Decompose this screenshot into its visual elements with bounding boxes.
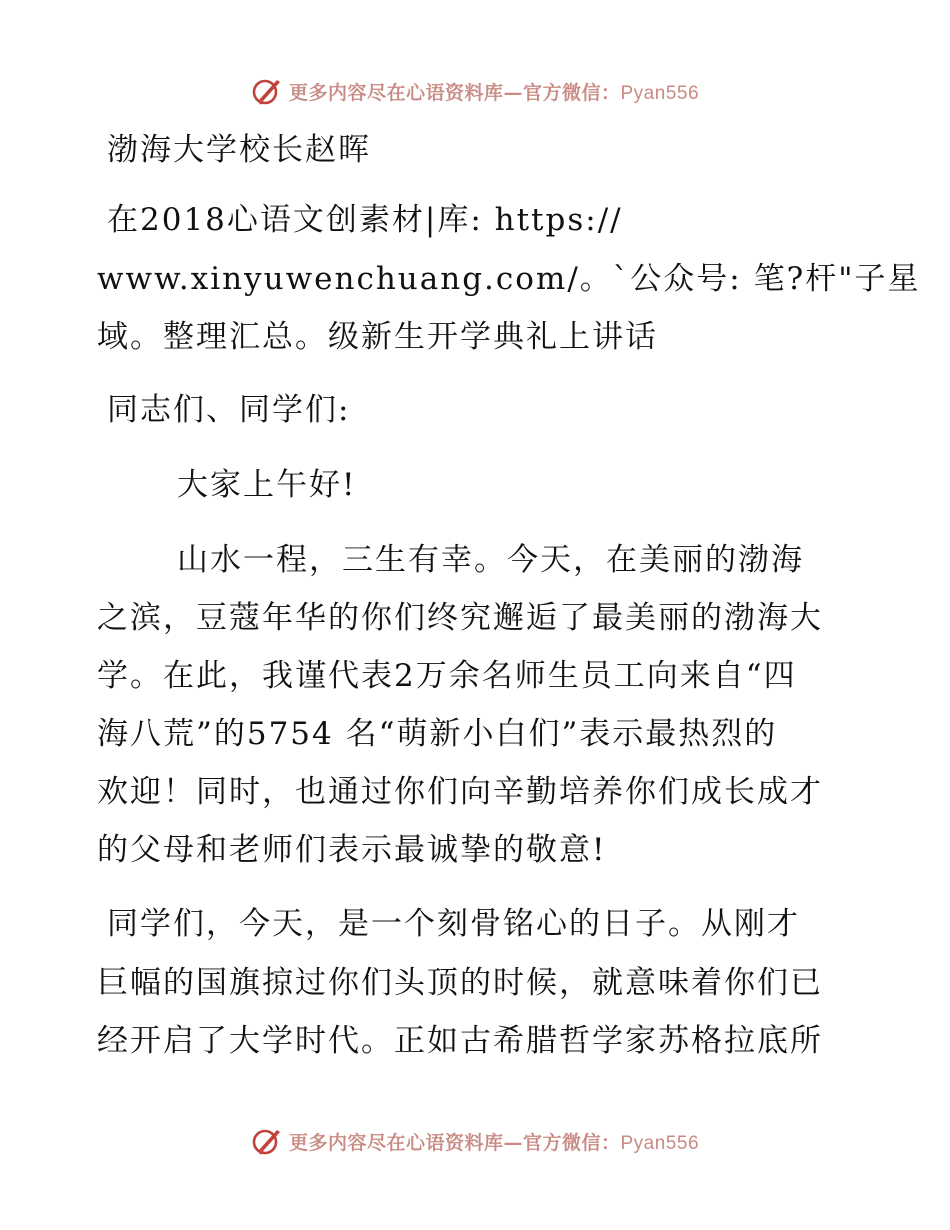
document-title: 渤海大学校长赵晖	[107, 132, 371, 168]
paragraph-line: 巨幅的国旗掠过你们头顶的时候，就意味着你们已	[97, 965, 823, 1001]
watermark-wechat-id: Pyan556	[620, 82, 700, 104]
greeting: 大家上午好!	[177, 467, 357, 503]
quill-pen-circle-icon	[251, 1125, 283, 1157]
intro-line: www.xinyuwenchuang.com/。`公众号: 笔?杆"子星	[97, 261, 921, 297]
intro-line: 在2018心语文创素材|库: https://	[107, 202, 623, 238]
watermark-text: 更多内容尽在心语资料库—官方微信：Pyan556	[288, 81, 700, 104]
paragraph-line: 之滨，豆蔻年华的你们终究邂逅了最美丽的渤海大	[97, 600, 823, 636]
quill-pen-circle-icon	[251, 75, 283, 107]
paragraph-line: 欢迎！同时，也通过你们向辛勤培养你们成长成才	[97, 774, 823, 810]
salutation: 同志们、同学们:	[107, 392, 351, 428]
intro-line: 域。整理汇总。级新生开学典礼上讲话	[97, 319, 658, 355]
paragraph-line: 学。在此，我谨代表2万余名师生员工向来自“四	[97, 658, 797, 694]
header-watermark	[0, 71, 950, 111]
paragraph-line: 同学们，今天，是一个刻骨铭心的日子。从刚才	[107, 906, 800, 942]
watermark-text: 更多内容尽在心语资料库—官方微信：Pyan556	[288, 1131, 700, 1154]
paragraph-line: 的父母和老师们表示最诚挚的敬意!	[97, 832, 607, 868]
paragraph-line: 经开启了大学时代。正如古希腊哲学家苏格拉底所	[97, 1023, 823, 1059]
footer-watermark	[0, 1121, 950, 1161]
paragraph-line: 海八荒”的5754 名“萌新小白们”表示最热烈的	[97, 716, 778, 752]
paragraph-line: 山水一程，三生有幸。今天，在美丽的渤海	[177, 542, 804, 578]
watermark-wechat-id: Pyan556	[620, 1132, 700, 1154]
